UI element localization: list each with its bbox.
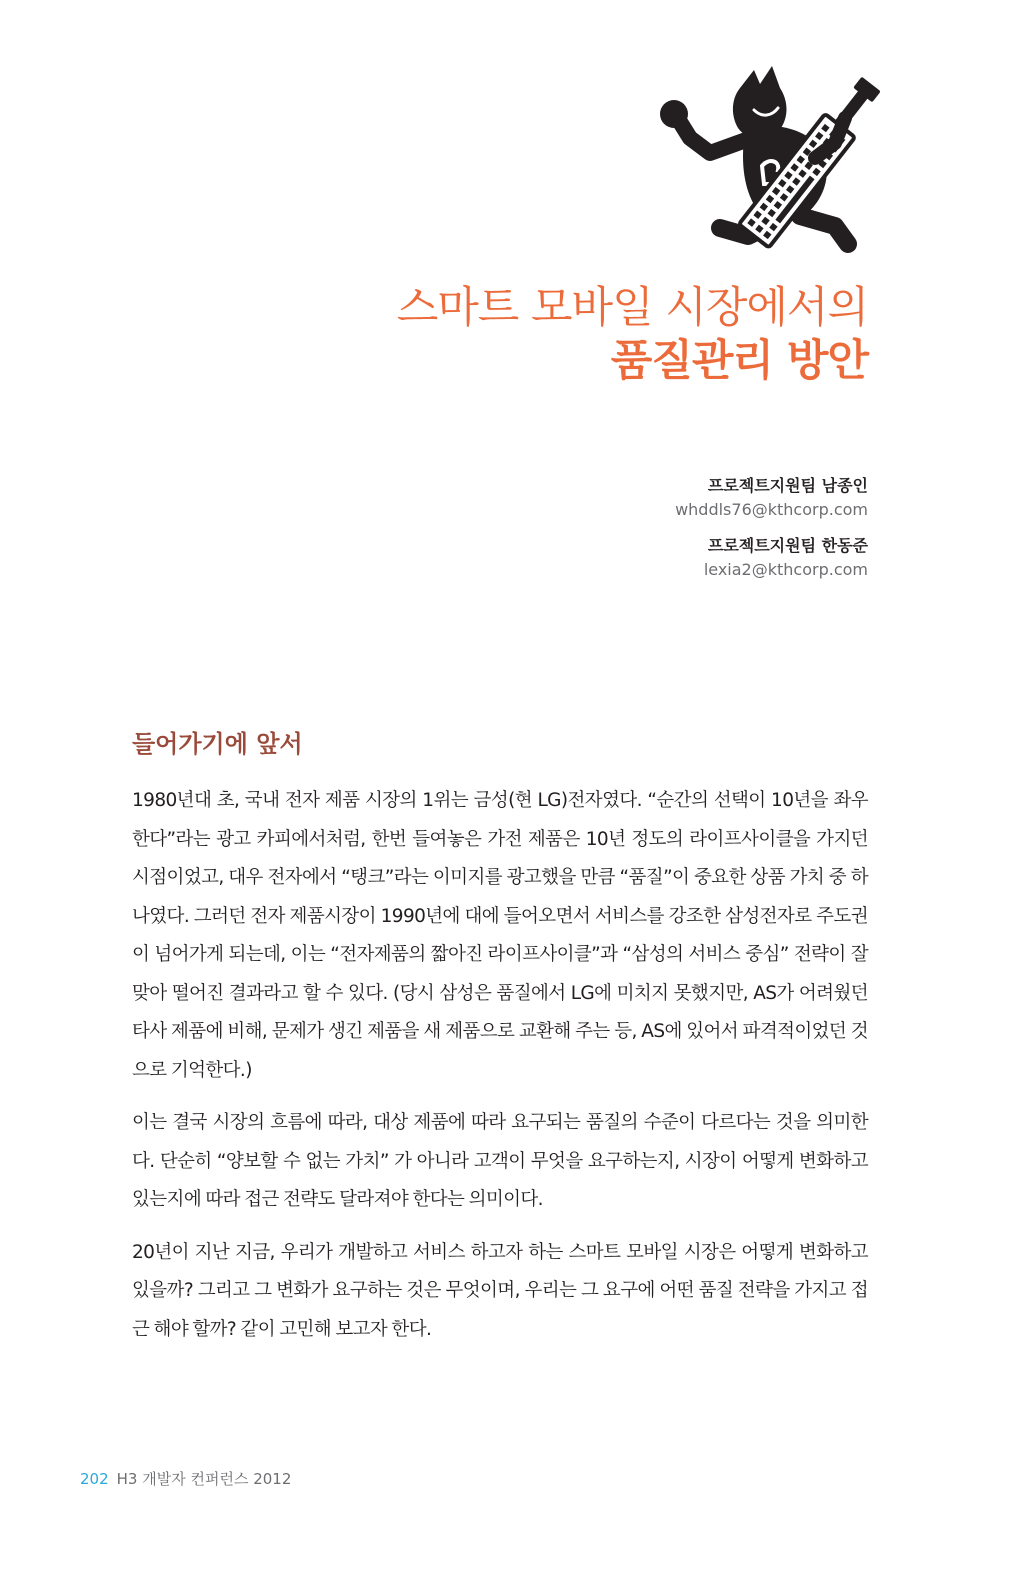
conference-name: H3 개발자 컨퍼런스 2012 xyxy=(116,1470,292,1488)
author-name: 프로젝트지원팀 한동준 xyxy=(707,536,868,555)
paragraph: 20년이 지난 지금, 우리가 개발하고 서비스 하고자 하는 스마트 모바일 시장은 어떻게 변화하고 있을까? 그리고 그 변화가 요구하는 것은 무엇이며, 우리는 그 요구에 어떤 품질 전략을 가지고 접근 해야 할까? 같이 고민해 보고자 한다. xyxy=(132,1241,868,1340)
author-list xyxy=(675,474,868,594)
article-body xyxy=(132,726,868,1363)
section-heading: 들어가기에 앞서 xyxy=(132,730,303,758)
article-title xyxy=(397,282,868,388)
page-number: 202 xyxy=(80,1470,109,1488)
title-line-1: 스마트 모바일 시장에서의 xyxy=(396,283,868,333)
author-email: whddls76@kthcorp.com xyxy=(675,500,868,519)
author-email: lexia2@kthcorp.com xyxy=(703,560,868,579)
keyboard-guitar-character-illustration xyxy=(650,58,880,268)
author-name: 프로젝트지원팀 남종인 xyxy=(707,476,868,495)
title-line-2: 품질관리 방안 xyxy=(610,336,868,386)
paragraph: 1980년대 초, 국내 전자 제품 시장의 1위는 금성(현 LG)전자였다. “순간의 선택이 10년을 좌우한다”라는 광고 카피에서처럼, 한번 들여놓은 가전 제품은 10년 정도의 라이프사이클을 가지던 시점이었고, 대우 전자에서 “탱크”라는 이미지를 광고했을 만큼 “품질”이 중요한 상품 가치 중 하나였다. 그러던 전자 제품시장이 1990년에 대에 들어오면서 서비스를 강조한 삼성전자로 주도권이 넘어가게 되는데, 이는 “전자제품의 짧아진 라이프사이클”과 “삼성의 서비스 중심” 전략이 잘 맞아 떨어진 결과라고 할 수 있다. (당시 삼성은 품질에서 LG에 미치지 못했지만, AS가 어려웠던 타사 제품에 비해, 문제가 생긴 제품을 새 제품으로 교환해 주는 등, AS에 있어서 파격적이었던 것으로 기억한다.) xyxy=(132,790,868,1081)
page-footer xyxy=(80,1468,291,1489)
paragraph: 이는 결국 시장의 흐름에 따라, 대상 제품에 따라 요구되는 품질의 수준이 다르다는 것을 의미한다. 단순히 “양보할 수 없는 가치” 가 아니라 고객이 무엇을 요구하는지, 시장이 어떻게 변화하고 있는지에 따라 접근 전략도 달라져야 한다는 의미이다. xyxy=(132,1112,868,1210)
character-icon xyxy=(650,58,880,268)
